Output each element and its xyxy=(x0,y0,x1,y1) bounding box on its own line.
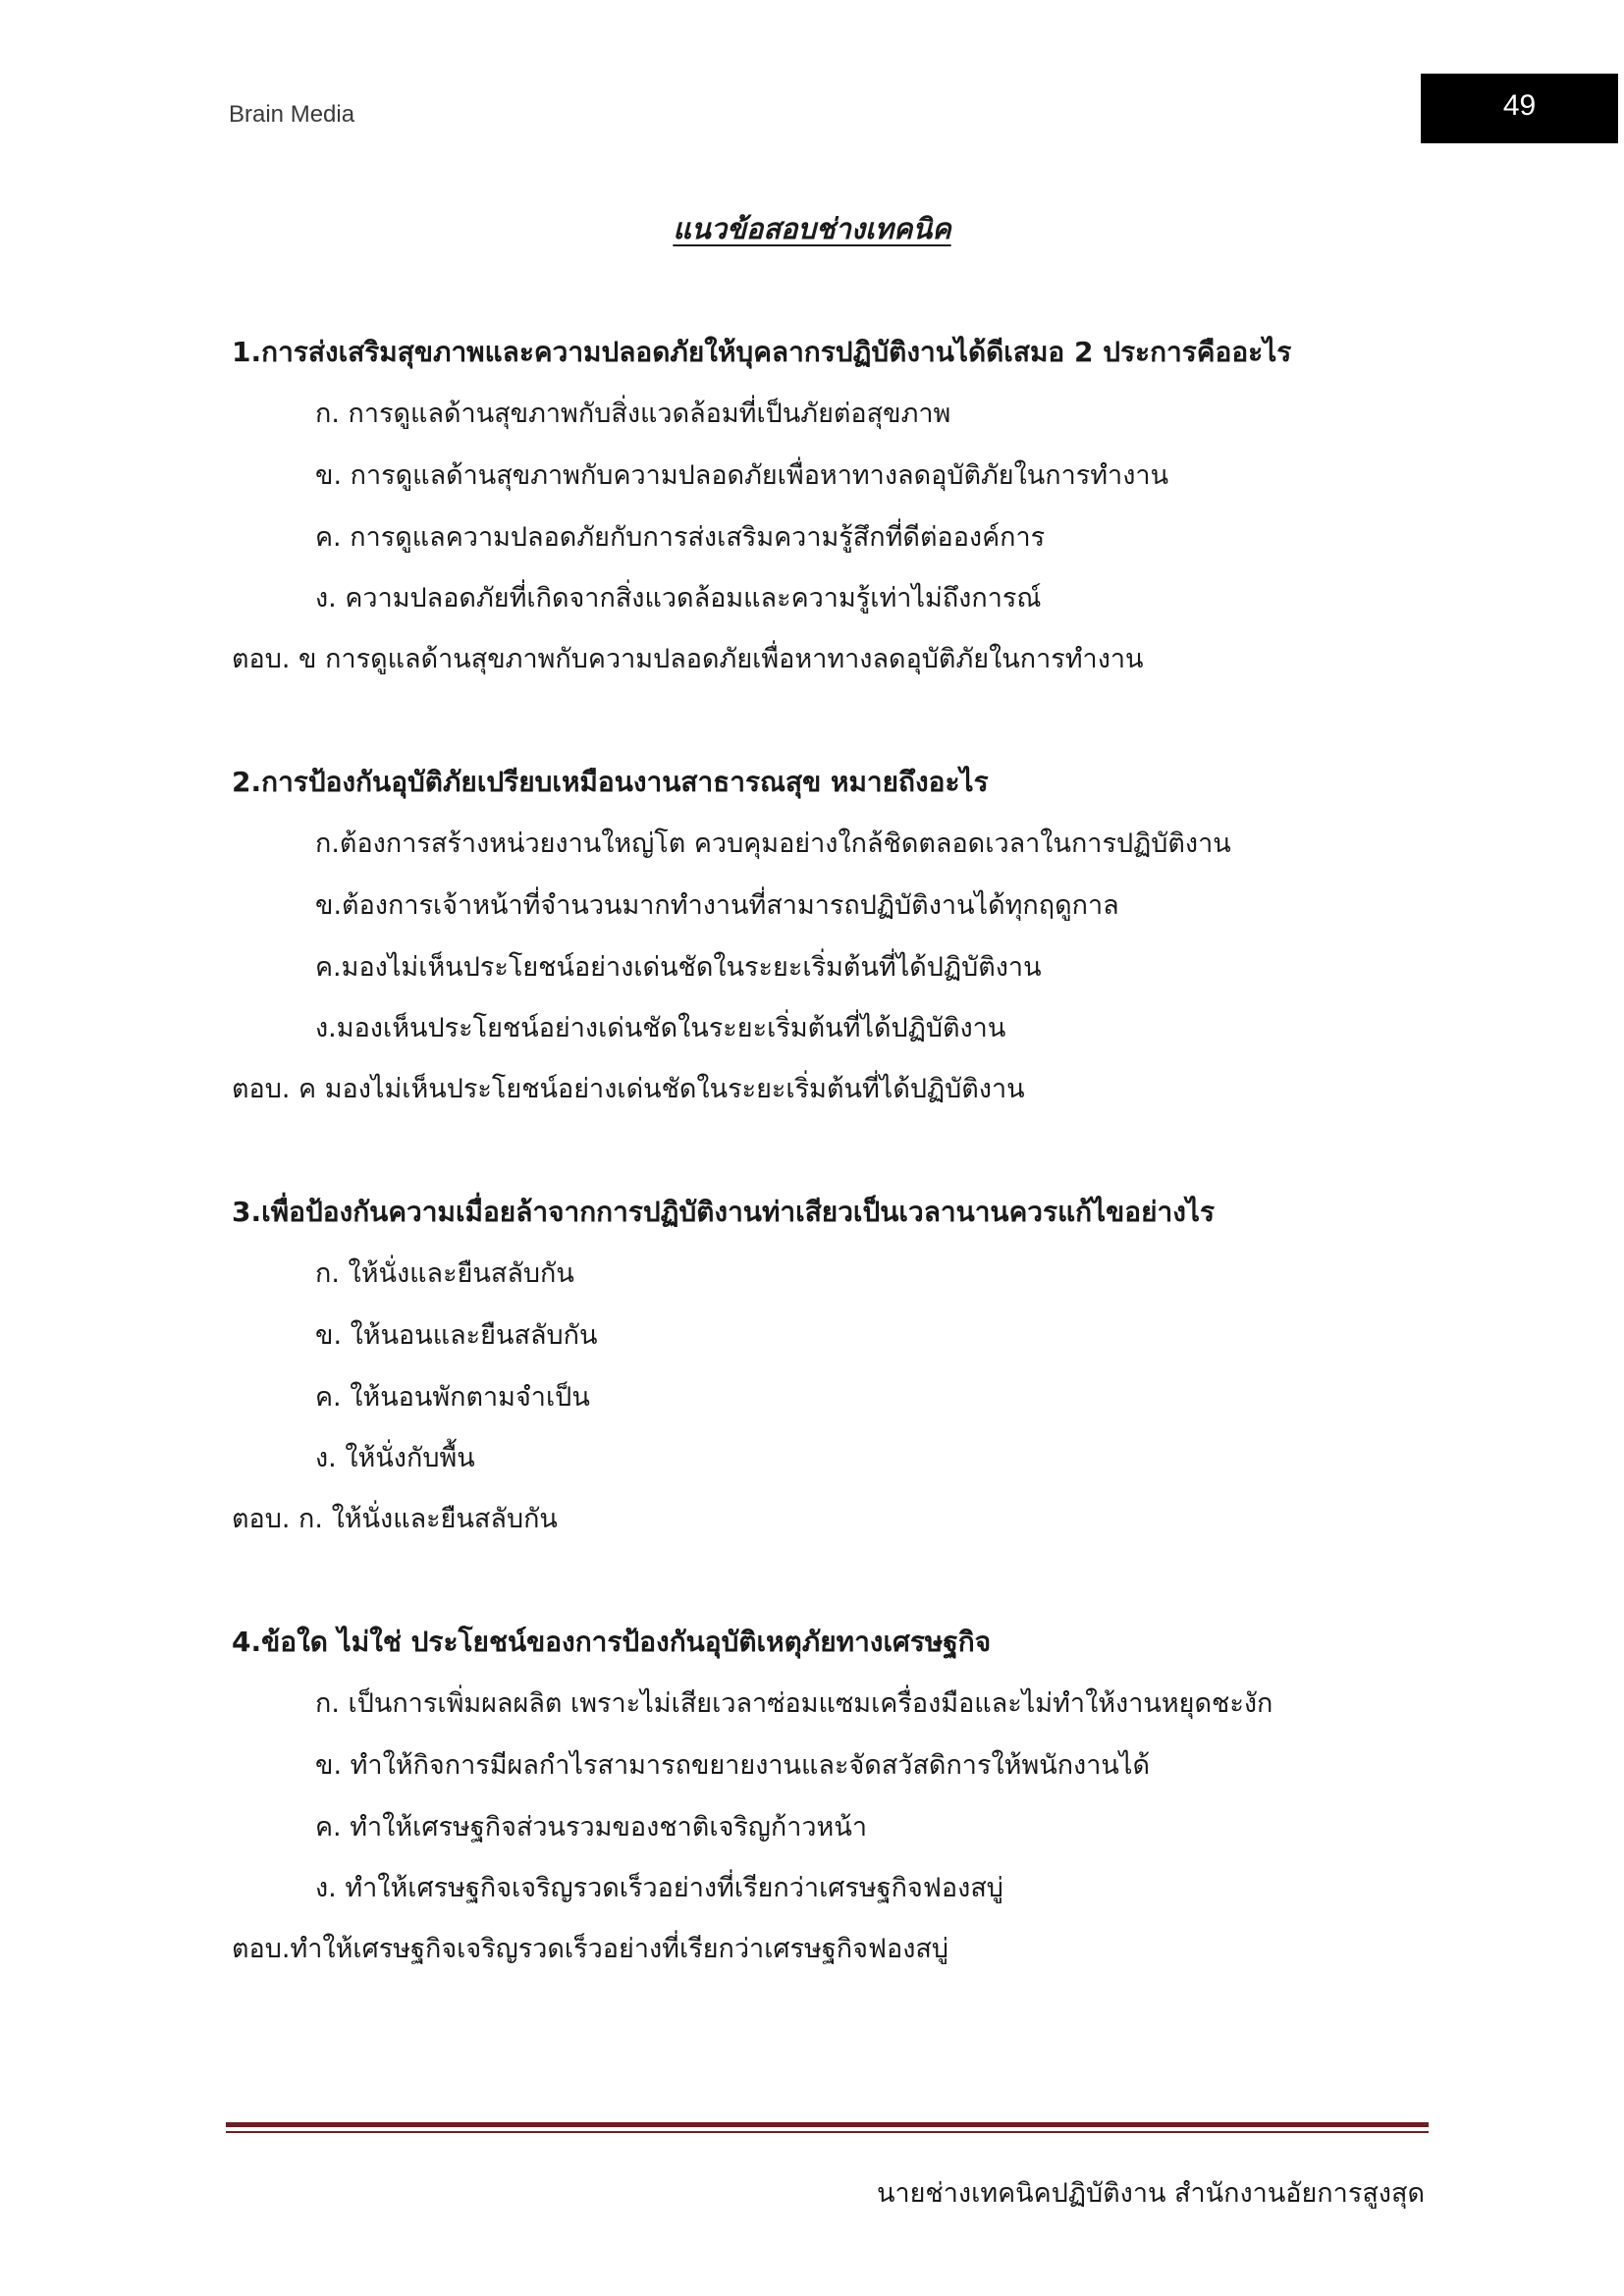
document-title: แนวข้อสอบช่างเทคนิค xyxy=(673,212,951,245)
brand-name: Brain Media xyxy=(229,101,355,128)
footer-text: นายช่างเทคนิคปฏิบัติงาน สำนักงานอัยการสูงสุด xyxy=(876,2178,1425,2209)
answer-text: ตอบ. ก. ให้นั่งและยืนสลับกัน xyxy=(232,1504,558,1534)
choice-option: ก. การดูแลด้านสุขภาพกับสิ่งแวดล้อมที่เป็นภัยต่อสุขภาพ xyxy=(315,399,951,429)
choice-option: ข. ทำให้กิจการมีผลกำไรสามารถขยายงานและจัดสวัสดิการให้พนักงานได้ xyxy=(315,1750,1150,1781)
choice-option: ง. ความปลอดภัยที่เกิดจากสิ่งแวดล้อมและความรู้เท่าไม่ถึงการณ์ xyxy=(315,583,1042,614)
choice-option: ข. ให้นอนและยืนสลับกัน xyxy=(315,1320,598,1351)
answer-text: ตอบ.ทำให้เศรษฐกิจเจริญรวดเร็วอย่างที่เรียกว่าเศรษฐกิจฟองสบู่ xyxy=(232,1934,949,1964)
page-number-box xyxy=(1421,74,1618,143)
question-text: 2.การป้องกันอุบัติภัยเปรียบเหมือนงานสาธารณสุข หมายถึงอะไร xyxy=(232,766,989,798)
choice-option: ง.มองเห็นประโยชน์อย่างเด่นชัดในระยะเริ่มต้นที่ได้ปฏิบัติงาน xyxy=(315,1013,1006,1043)
choice-option: ค.มองไม่เห็นประโยชน์อย่างเด่นชัดในระยะเริ่มต้นที่ได้ปฏิบัติงาน xyxy=(315,952,1042,983)
choice-option: ก. ให้นั่งและยืนสลับกัน xyxy=(315,1258,574,1289)
question-text: 1.การส่งเสริมสุขภาพและความปลอดภัยให้บุคลากรปฏิบัติงานได้ดีเสมอ 2 ประการคืออะไร xyxy=(232,336,1292,368)
choice-option: ข. การดูแลด้านสุขภาพกับความปลอดภัยเพื่อหาทางลดอุบัติภัยในการทำงาน xyxy=(315,460,1169,491)
footer-divider-thin xyxy=(226,2131,1429,2133)
answer-text: ตอบ. ข การดูแลด้านสุขภาพกับความปลอดภัยเพื่อหาทางลดอุบัติภัยในการทำงาน xyxy=(232,644,1144,674)
answer-text: ตอบ. ค มองไม่เห็นประโยชน์อย่างเด่นชัดในระยะเริ่มต้นที่ได้ปฏิบัติงาน xyxy=(232,1074,1025,1104)
page-number: 49 xyxy=(1502,89,1537,122)
choice-option: ข.ต้องการเจ้าหน้าที่จำนวนมากทำงานที่สามารถปฏิบัติงานได้ทุกฤดูกาล xyxy=(315,890,1119,921)
choice-option: ง. ทำให้เศรษฐกิจเจริญรวดเร็วอย่างที่เรียกว่าเศรษฐกิจฟองสบู่ xyxy=(315,1873,1003,1903)
question-text: 4.ข้อใด ไม่ใช่ ประโยชน์ของการป้องกันอุบัติเหตุภัยทางเศรษฐกิจ xyxy=(232,1626,992,1658)
footer-divider xyxy=(226,2122,1429,2127)
choice-option: ง. ให้นั่งกับพื้น xyxy=(315,1443,475,1473)
choice-option: ค. ทำให้เศรษฐกิจส่วนรวมของชาติเจริญก้าวหน้า xyxy=(315,1812,867,1842)
question-text: 3.เพื่อป้องกันความเมื่อยล้าจากการปฏิบัติงานท่าเสียวเป็นเวลานานควรแก้ไขอย่างไร xyxy=(232,1196,1216,1228)
choice-option: ค. การดูแลความปลอดภัยกับการส่งเสริมความรู้สึกที่ดีต่อองค์การ xyxy=(315,522,1046,553)
choice-option: ค. ให้นอนพักตามจำเป็น xyxy=(315,1382,590,1413)
choice-option: ก.ต้องการสร้างหน่วยงานใหญ่โต ควบคุมอย่างใกล้ชิดตลอดเวลาในการปฏิบัติงาน xyxy=(315,828,1231,859)
choice-option: ก. เป็นการเพิ่มผลผลิต เพราะไม่เสียเวลาซ่อมแซมเครื่องมือและไม่ทำให้งานหยุดชะงัก xyxy=(315,1688,1273,1719)
